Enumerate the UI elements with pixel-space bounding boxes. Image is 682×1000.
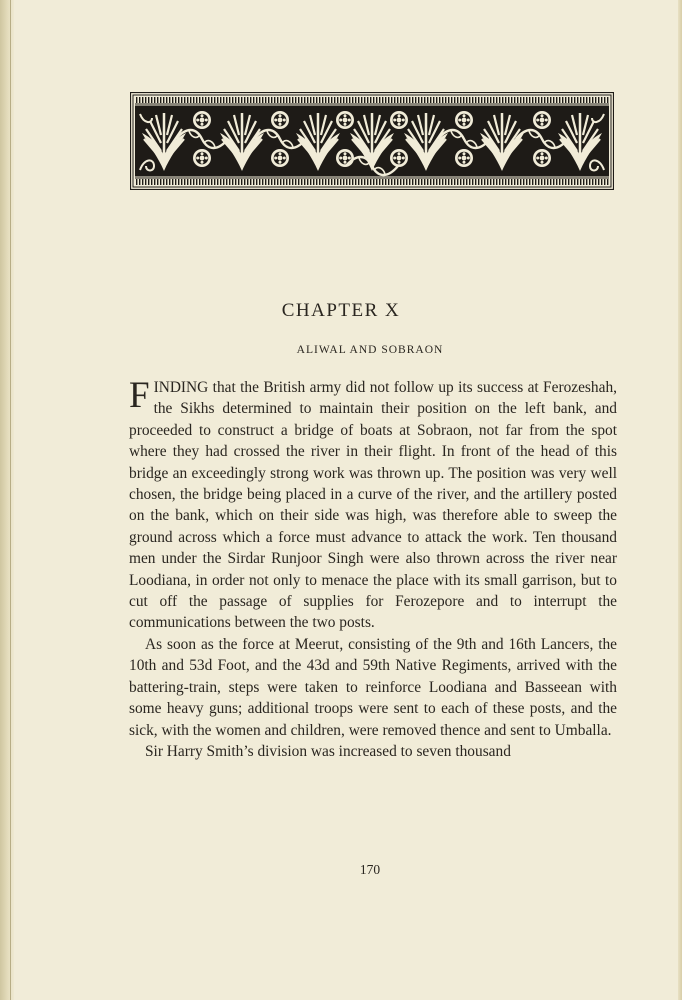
chapter-title: CHAPTER X <box>281 300 401 321</box>
paragraph-2: As soon as the force at Meerut, consisting of the 9th and 16th Lancers, the 10th and 53d Foot, and the 43d and 59th Native Regiments, arrived with the battering-train, steps were taken to reinforce Loodiana and Basseean with some heavy guns; additional troops were sent to each of these posts, and the sick, with the women and children, were removed thence and sent to Umballa. <box>129 635 617 739</box>
paragraph-1-text: INDING that the British army did not follow up its success at Ferozeshah, the Sikhs determined to maintain their position on the left bank, and proceeded to construct a bridge of boats at Sobraon, not far from the spot where they had crossed the river in their flight. In front of the head of this bridge an exceedingly strong work was thrown up. The position was very well chosen, the bridge being placed in a curve of the river, and the artillery posted on the bank, which on their side was high, was therefore able to sweep the ground across which a force must advance to attack the work. Ten thousand men under the Sirdar Runjoor Singh were also thrown across the river near Loodiana, in order not only to menace the place with its small garrison, but to cut off the passage of supplies for Ferozepore and to interrupt the communications between the two posts. <box>129 379 617 632</box>
page-edge <box>678 0 682 1000</box>
page-number: 170 <box>359 862 381 877</box>
page-gutter <box>0 0 14 1000</box>
paragraph-3: Sir Harry Smith’s division was increased to seven thousand <box>145 742 511 760</box>
chapter-body <box>129 377 617 762</box>
binding-line <box>10 0 11 1000</box>
drop-cap: F <box>129 375 150 416</box>
floral-headpiece-ornament-icon <box>130 92 614 190</box>
paragraph-1 <box>129 377 617 634</box>
chapter-subtitle: ALIWAL AND SOBRAON <box>296 344 444 356</box>
